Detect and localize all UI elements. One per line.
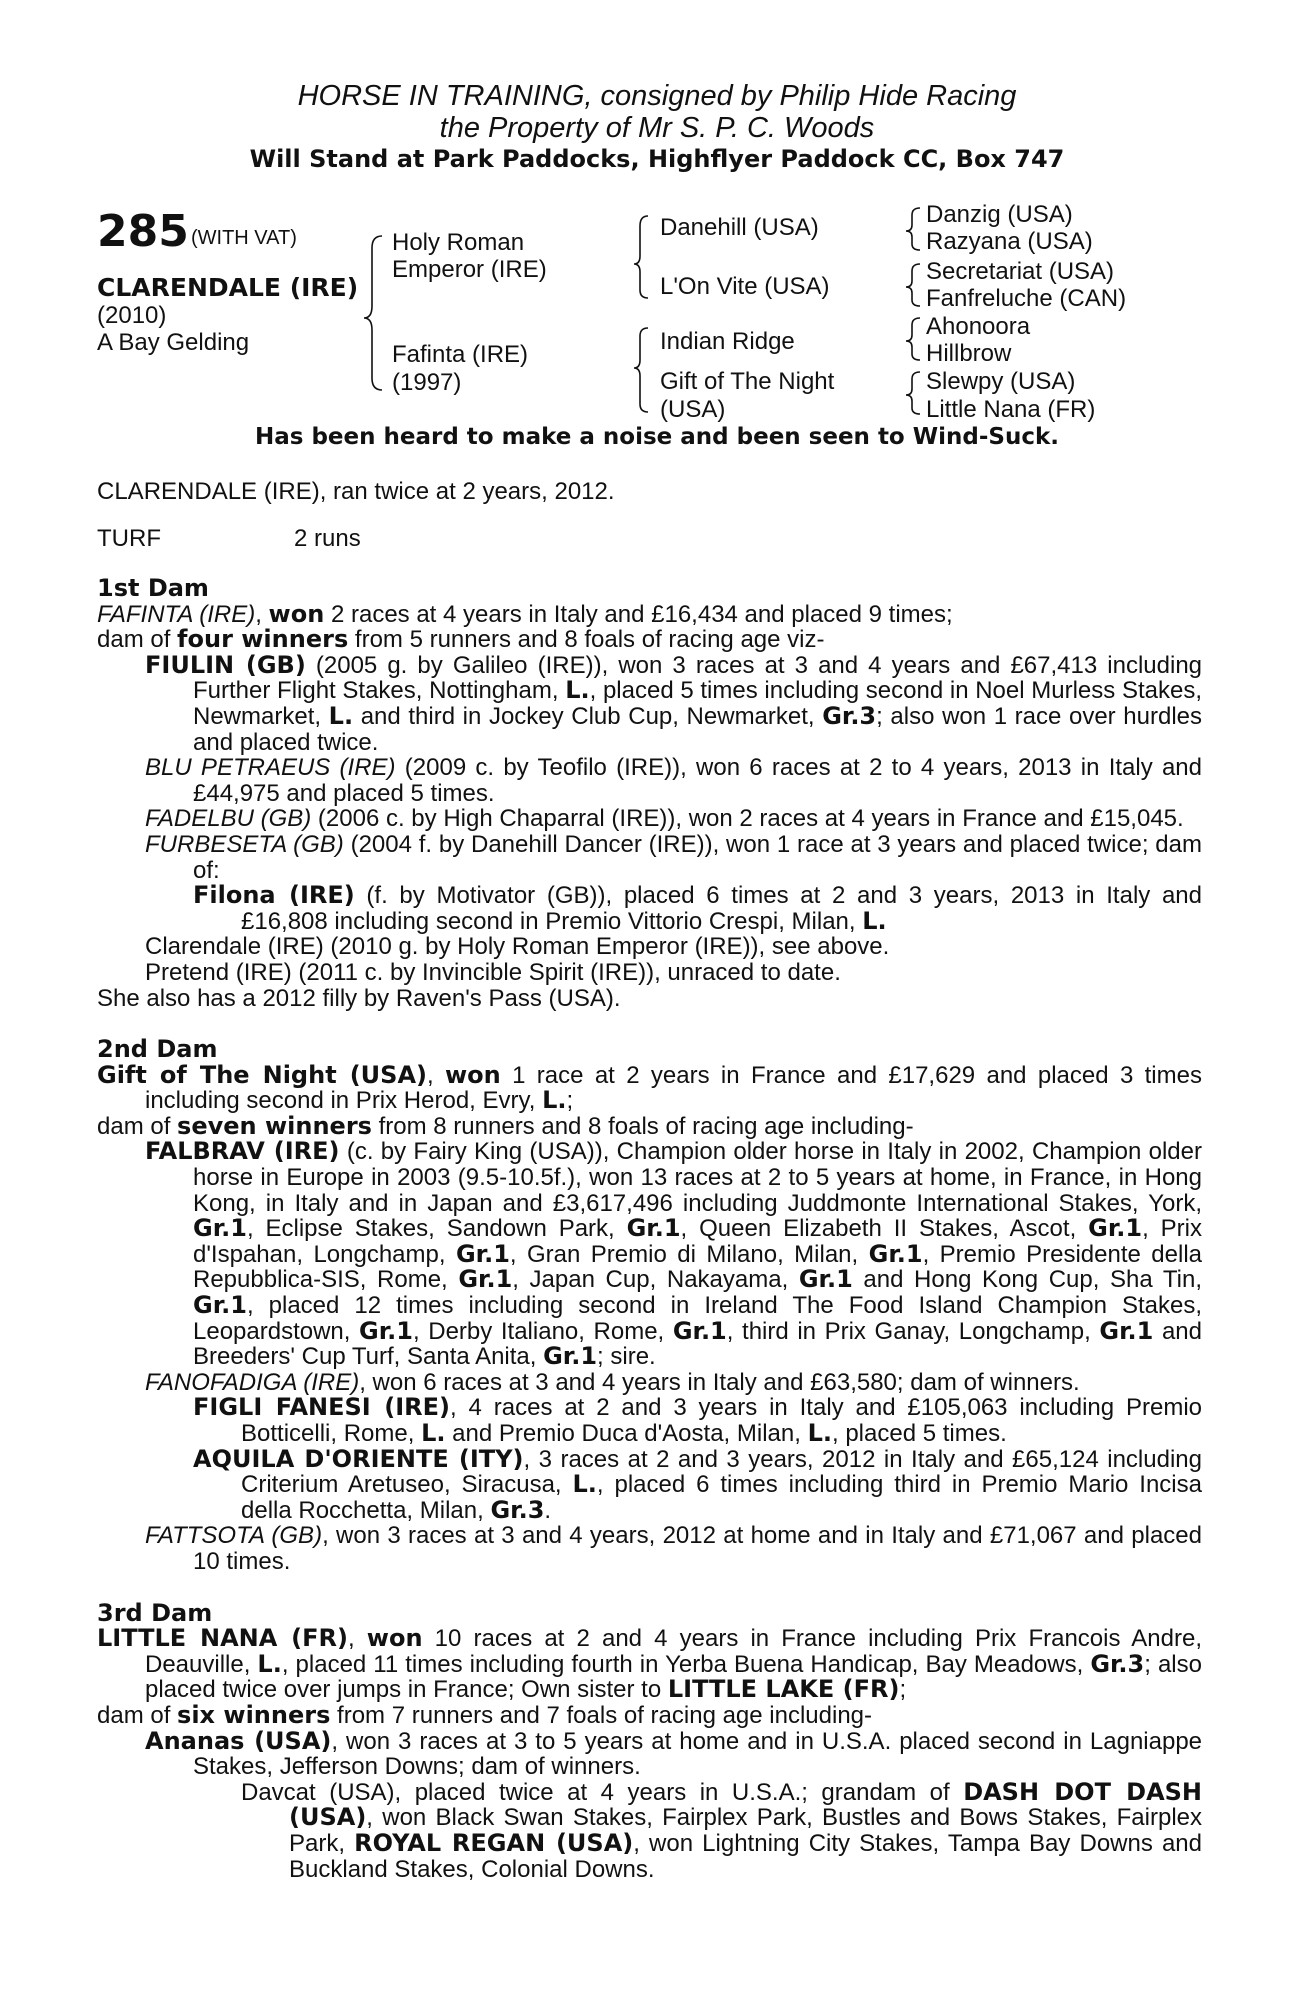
pedigree-ggp-3: Secretariat (USA) — [926, 258, 1115, 285]
pedigree-ggp-6: Hillbrow — [926, 340, 1012, 367]
lot-description: A Bay Gelding — [97, 329, 250, 356]
produce-fiulin: FIULIN (GB) (2005 g. by Galileo (IRE)), won 3 races at 3 and 4 years and £67,413 including Further Flight Stakes, Nottingham, L., placed 5 times including second in Noel Murless Stakes, Newmarket, L. and third in Jockey Club Cup, Newmarket, Gr.3; also won 1 race over hurdles and placed twice. — [145, 650, 1203, 756]
pedigree-ggp-4: Fanfreluche (CAN) — [926, 285, 1127, 312]
dam-records — [97, 556, 1202, 1882]
dam2-intro: Gift of The Night (USA), won 1 race at 2 years in France and £17,629 and placed 3 times including second in Prix Herod, Evry, L.; — [97, 1060, 1202, 1115]
produce-fadelbu: FADELBU (GB) (2006 c. by High Chaparral (IRE)), won 2 races at 4 years in France and £15,045. — [145, 805, 1184, 833]
lot-name: CLARENDALE (IRE) — [97, 273, 359, 302]
fadelbu-name: FADELBU (GB) — [145, 805, 312, 833]
pedigree-sire-dam: L'On Vite (USA) — [660, 273, 830, 300]
dam1-name: FAFINTA (IRE) — [97, 600, 256, 628]
dam1-winners: four winners — [177, 625, 349, 654]
produce-davcat: Davcat (USA), placed twice at 4 years in U.S.A.; grandam of DASH DOT DASH (USA), won Black Swan Stakes, Fairplex Park, Bustles and Bows Stakes, Fairplex Park, ROYAL REGAN (USA), won Lightning City Stakes, Tampa Bay Downs and Buckland Stakes, Colonial Downs. — [241, 1777, 1203, 1883]
dam2-name: Gift of The Night (USA) — [97, 1060, 427, 1089]
produce-blu-petraeus: BLU PETRAEUS (IRE) (2009 c. by Teofilo (IRE)), won 6 races at 2 to 4 years, 2013 in Italy and £44,975 and placed 5 times. — [145, 754, 1202, 807]
produce-fattsota: FATTSOTA (GB), won 3 races at 3 and 4 years, 2012 at home and in Italy and £71,067 and placed 10 times. — [145, 1522, 1202, 1575]
dash-dot-dash-name: DASH DOT DASH (USA) — [289, 1777, 1203, 1832]
aquila-name: AQUILA D'ORIENTE (ITY) — [193, 1444, 524, 1473]
header-owner: the Property of Mr S. P. C. Woods — [439, 112, 875, 144]
notice: Has been heard to make a noise and been seen to Wind-Suck. — [254, 424, 1059, 450]
brace-ggp-3 — [906, 318, 920, 360]
dam3-damof: dam of six winners from 7 runners and 7 foals of racing age including- — [97, 1700, 873, 1729]
lot-number: 285 — [97, 206, 189, 257]
dam2-heading: 2nd Dam — [97, 1035, 218, 1064]
pedigree-braces — [0, 0, 1314, 440]
dam1-heading: 1st Dam — [97, 574, 209, 602]
royal-regan-name: ROYAL REGAN (USA) — [354, 1828, 634, 1857]
furbeseta-name: FURBESETA (GB) — [145, 830, 344, 858]
pedigree-sire-line1: Holy Roman — [392, 229, 525, 256]
lot-year: (2010) — [97, 302, 167, 329]
fiulin-name: FIULIN (GB) — [145, 650, 306, 679]
produce-clarendale: Clarendale (IRE) (2010 g. by Holy Roman Emperor (IRE)), see above. — [145, 933, 890, 961]
summary: CLARENDALE (IRE), ran twice at 2 years, 2012. — [97, 478, 615, 505]
brace-ggp-2 — [906, 264, 920, 306]
pedigree-sire-sire: Danehill (USA) — [660, 214, 819, 241]
dam1-damof: dam of four winners from 5 runners and 8 foals of racing age viz- — [97, 625, 825, 654]
figli-fanesi-name: FIGLI FANESI (IRE) — [193, 1393, 451, 1422]
dam1-sep: , — [255, 600, 269, 628]
ananas-name: Ananas (USA) — [145, 1726, 332, 1755]
produce-fanofadiga: FANOFADIGA (IRE), won 6 races at 3 and 4 years in Italy and £63,580; dam of winners. — [145, 1368, 1080, 1396]
turf-label: TURF — [97, 525, 161, 552]
pedigree-ggp-7: Slewpy (USA) — [926, 368, 1076, 395]
produce-aquila: AQUILA D'ORIENTE (ITY), 3 races at 2 and 3 years, 2012 in Italy and £65,124 including Criterium Aretuseo, Siracusa, L., placed 6 times including third in Premio Mario Incisa della Rocchetta, Milan, Gr.3. — [193, 1444, 1202, 1524]
pedigree-dam-dam-line1: Gift of The Night — [660, 368, 835, 395]
pedigree-ggp-8: Little Nana (FR) — [926, 396, 1096, 423]
dam3-intro: LITTLE NANA (FR), won 10 races at 2 and 4 years in France including Prix Francois Andre, Deauville, L., placed 11 times including fourth in Yerba Buena Handicap, Bay Meadows, Gr.3; also placed twice over jumps in France; Own sister to LITTLE LAKE (FR); — [97, 1624, 1202, 1704]
pedigree-dam-dam-line2: (USA) — [660, 396, 726, 423]
dam1-won: won — [268, 599, 325, 628]
dam1-intro — [97, 599, 1202, 628]
filona-name: Filona (IRE) — [193, 881, 355, 910]
produce-ananas: Ananas (USA), won 3 races at 3 to 5 years at home and in U.S.A. placed second in Lagniappe Stakes, Jefferson Downs; dam of winners. — [145, 1726, 1203, 1781]
brace-sire — [634, 216, 648, 298]
pedigree-dam-line2: (1997) — [392, 369, 462, 396]
header-title: HORSE IN TRAINING, consigned by Philip Hide Racing — [297, 80, 1017, 112]
produce-filona: Filona (IRE) (f. by Motivator (GB)), placed 6 times at 2 and 3 years, 2013 in Italy and £16,808 including second in Premio Vittorio Crespi, Milan, L. — [193, 881, 1202, 935]
dam2-damof: dam of seven winners from 8 runners and 8 foals of racing age including- — [97, 1111, 914, 1140]
dam3-winners: six winners — [177, 1700, 331, 1729]
fattsota-name: FATTSOTA (GB) — [145, 1522, 323, 1550]
dam3-name: LITTLE NANA (FR) — [97, 1624, 348, 1653]
falbrav-name: FALBRAV (IRE) — [145, 1137, 340, 1166]
dam1-also: She also has a 2012 filly by Raven's Pass (USA). — [97, 984, 621, 1012]
fanofadiga-name: FANOFADIGA (IRE) — [145, 1368, 360, 1396]
produce-falbrav: FALBRAV (IRE) (c. by Fairy King (USA)), Champion older horse in Italy in 2002, Champion older horse in Europe in 2003 (9.5-10.5f.), won 13 races at 2 to 5 years at home, in France, in Hong Kong, in Italy and in Japan and £3,617,496 including Juddmonte International Stakes, York, Gr.1, Eclipse Stakes, Sandown Park, Gr.1, Queen Elizabeth II Stakes, Ascot, Gr.1, Prix d'Ispahan, Longchamp, Gr.1, Gran Premio di Milano, Milan, Gr.1, Premio Presidente della Repubblica-SIS, Rome, Gr.1, Japan Cup, Nakayama, Gr.1 and Hong Kong Cup, Sha Tin, Gr.1, placed 12 times including second in Ireland The Food Island Champion Stakes, Leopardstown, Gr.1, Derby Italiano, Rome, Gr.1, third in Prix Ganay, Longchamp, Gr.1 and Breeders' Cup Turf, Santa Anita, Gr.1; sire. — [145, 1137, 1203, 1371]
dam1-record: 2 races at 4 years in Italy and £16,434 and placed 9 times; — [324, 600, 953, 628]
pedigree-sire-line2: Emperor (IRE) — [392, 256, 547, 283]
dam2-winners: seven winners — [177, 1111, 372, 1140]
brace-dam — [634, 328, 648, 412]
pedigree-dam-line1: Fafinta (IRE) — [392, 341, 529, 368]
brace-main — [364, 236, 382, 390]
brace-ggp-1 — [906, 208, 920, 250]
produce-pretend: Pretend (IRE) (2011 c. by Invincible Spirit (IRE)), unraced to date. — [145, 958, 841, 986]
blu-petraeus-name: BLU PETRAEUS (IRE) — [145, 754, 396, 782]
dam3-heading: 3rd Dam — [97, 1598, 213, 1627]
pedigree-ggp-1: Danzig (USA) — [926, 201, 1073, 228]
produce-figli-fanesi: FIGLI FANESI (IRE), 4 races at 2 and 3 years in Italy and £105,063 including Premio Botticelli, Rome, L. and Premio Duca d'Aosta, Milan, L., placed 5 times. — [193, 1393, 1203, 1447]
turf-value: 2 runs — [294, 525, 361, 552]
brace-ggp-4 — [906, 372, 920, 414]
header-stand: Will Stand at Park Paddocks, Highflyer Paddock CC, Box 747 — [249, 145, 1065, 173]
pedigree-ggp-2: Razyana (USA) — [926, 228, 1093, 255]
produce-furbeseta: FURBESETA (GB) (2004 f. by Danehill Dancer (IRE)), won 1 race at 3 years and placed twice; dam of: — [145, 830, 1202, 884]
pedigree-ggp-5: Ahonoora — [926, 313, 1031, 340]
pedigree-dam-sire: Indian Ridge — [660, 328, 795, 355]
lot-vat: (WITH VAT) — [191, 227, 297, 249]
little-lake-name: LITTLE LAKE (FR) — [667, 1675, 900, 1704]
